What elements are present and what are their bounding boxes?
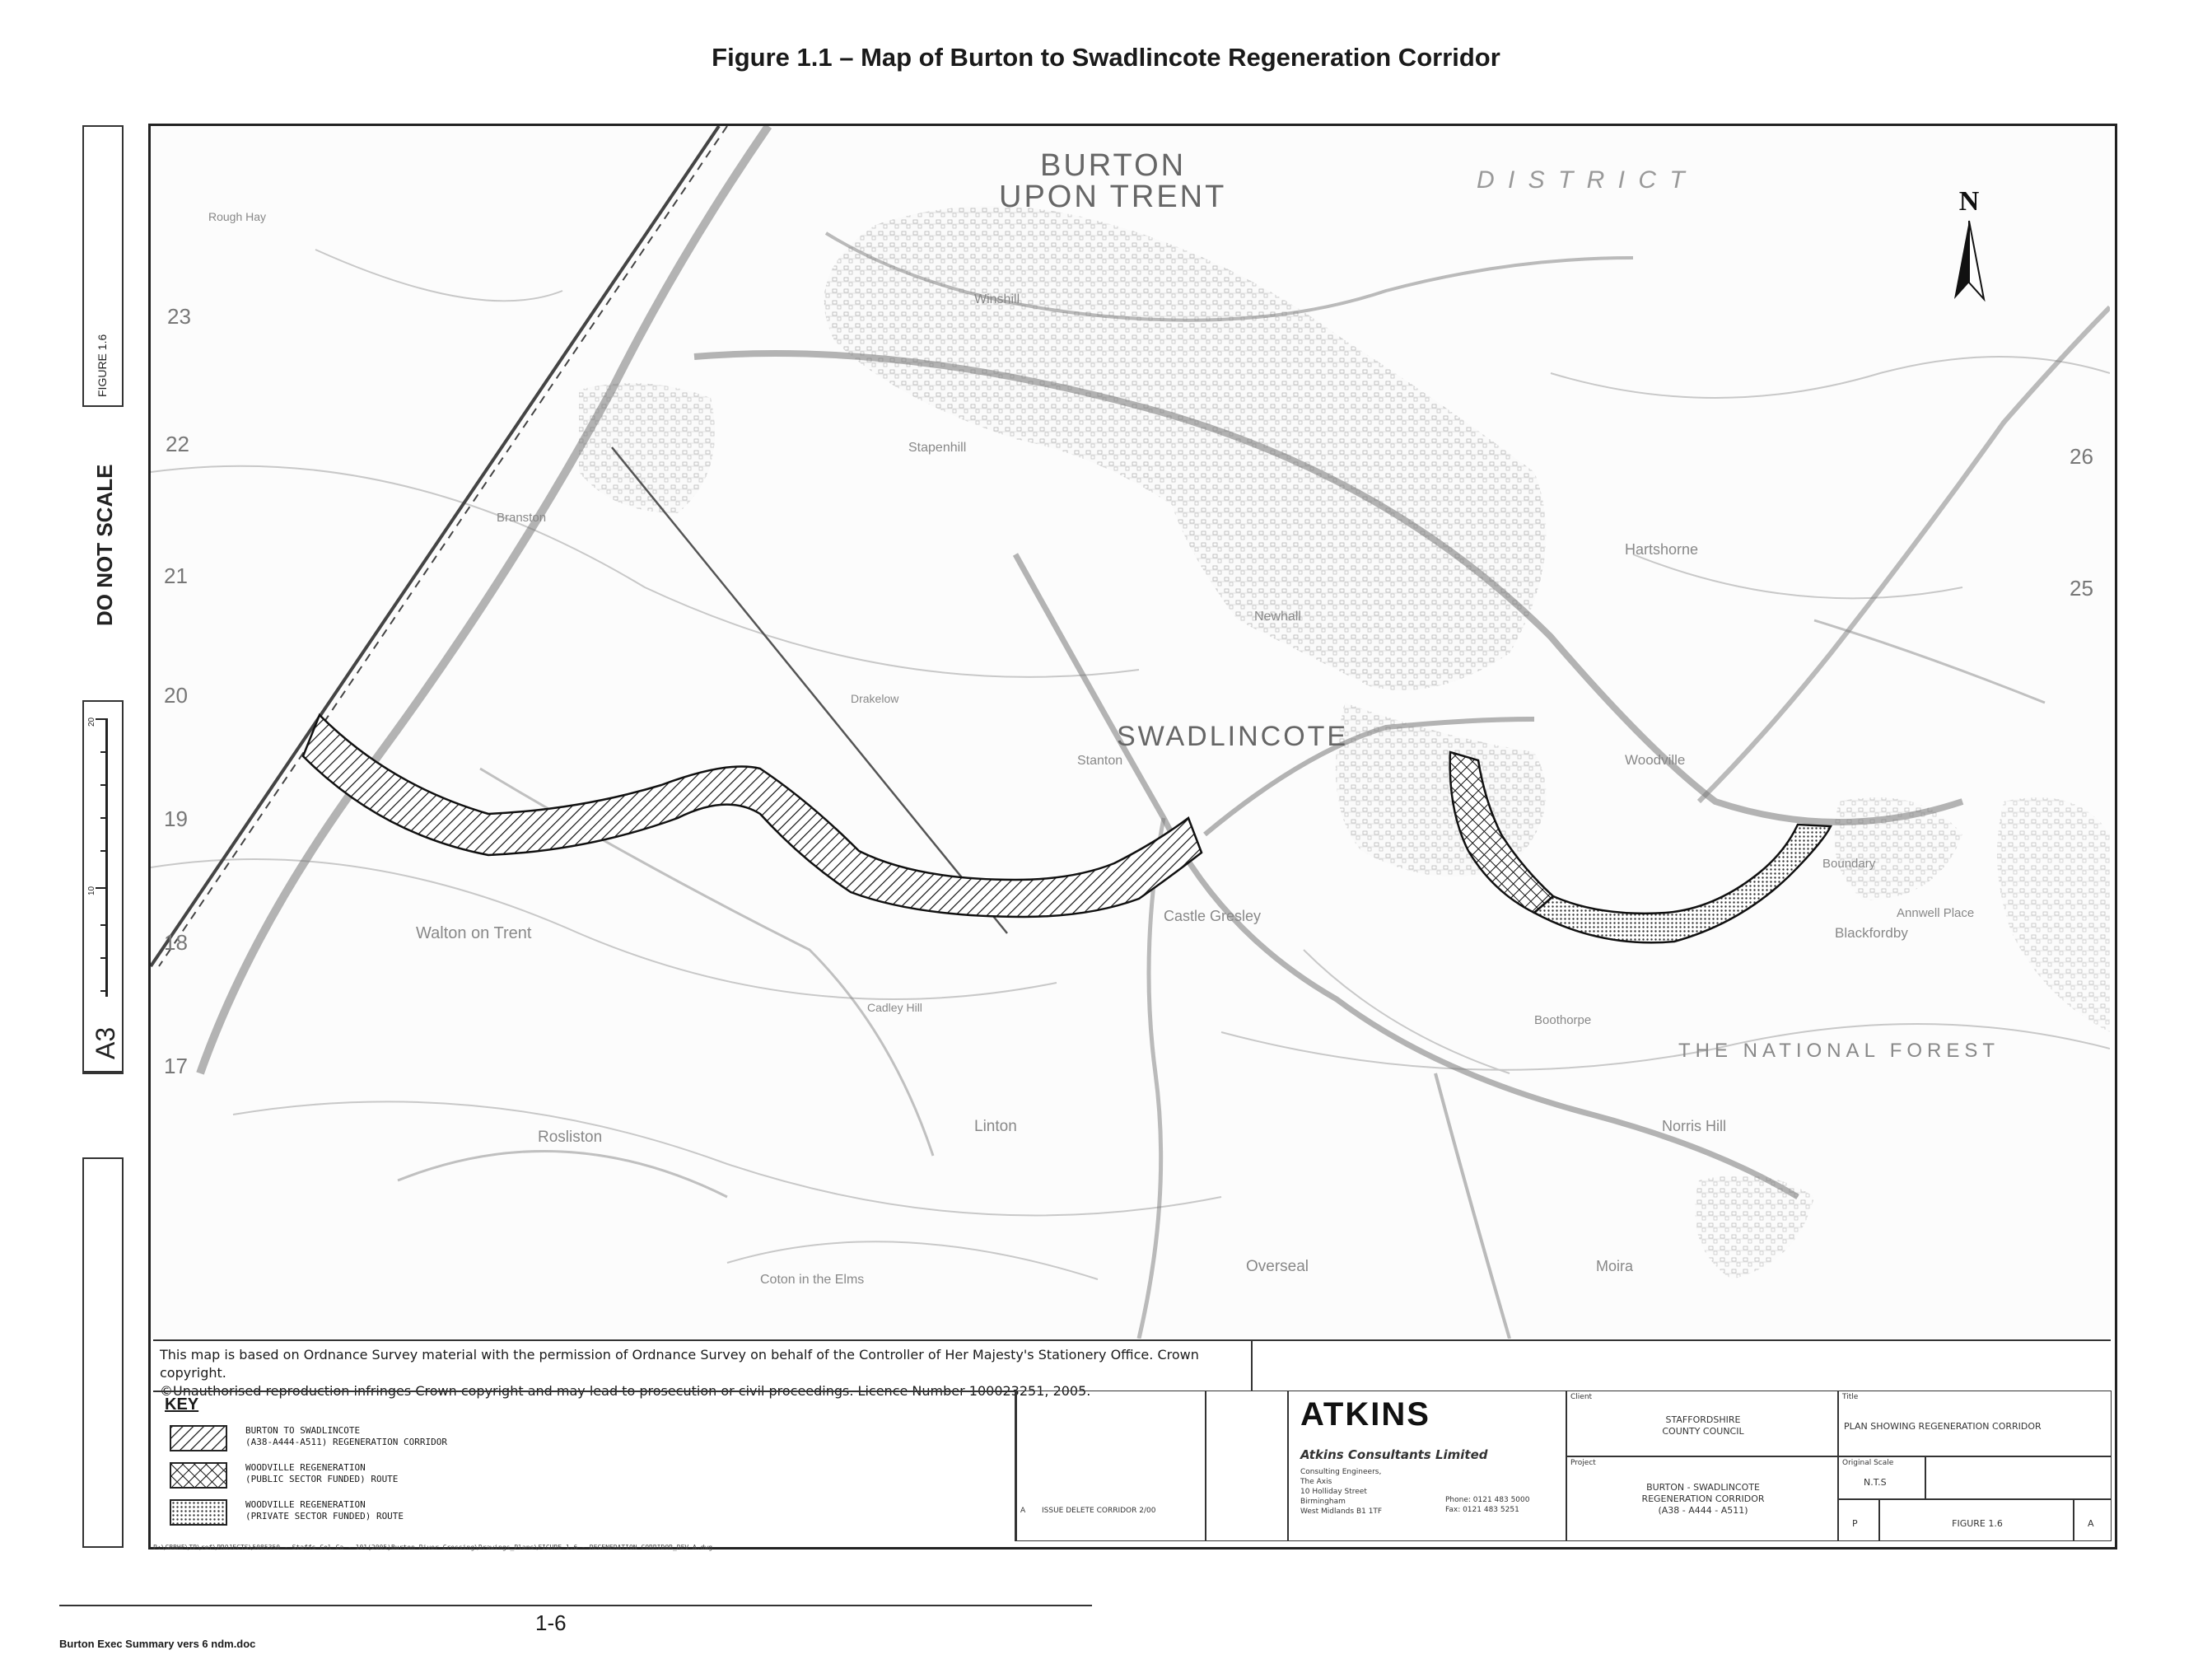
label-moira: Moira: [1596, 1258, 1634, 1274]
label-drakelow: Drakelow: [851, 692, 899, 705]
label-stapenhill: Stapenhill: [908, 441, 967, 455]
footer-rule: [59, 1605, 1092, 1606]
svg-text:19: 19: [164, 806, 188, 831]
label-annwell: Annwell Place: [1897, 906, 1975, 920]
label-upon-trent: UPON TRENT: [999, 180, 1227, 214]
svg-text:20: 20: [164, 683, 188, 708]
revision-cell: A: [2074, 1499, 2112, 1541]
key-item-corridor: BURTON TO SWADLINCOTE (A38-A444-A511) REGENERATION CORRIDOR: [170, 1425, 746, 1453]
copyright-notice: [153, 1341, 1253, 1399]
scale-cell: Original Scale N.T.S: [1838, 1456, 1925, 1499]
label-newhall: Newhall: [1254, 610, 1301, 624]
label-overseal: Overseal: [1246, 1258, 1309, 1275]
label-district: D I S T R I C T: [1477, 166, 1688, 194]
crosshatch-swatch: [170, 1462, 227, 1489]
page-number: 1-6: [535, 1610, 567, 1635]
strip-file-box: [82, 1157, 124, 1548]
label-woodville: Woodville: [1625, 752, 1686, 768]
paper-size-box: [82, 997, 124, 1073]
label-coton: Coton in the Elms: [760, 1273, 865, 1287]
label-swadlincote: SWADLINCOTE: [1117, 721, 1349, 752]
hatch-swatch: [170, 1425, 227, 1451]
do-not-scale: DO NOT SCALE: [92, 464, 117, 626]
label-walton: Walton on Trent: [416, 924, 532, 942]
paper-size: A3: [91, 1026, 120, 1059]
label-castle-gresley: Castle Gresley: [1164, 908, 1262, 924]
revision-cols: [1206, 1391, 1288, 1541]
label-rosliston: Rosliston: [538, 1129, 603, 1146]
label-branston: Branston: [497, 511, 547, 525]
north-label: N: [1958, 186, 1980, 217]
label-rough-hay: Rough Hay: [208, 210, 267, 223]
notice-line-1: This map is based on Ordnance Survey material with the permission of Ordnance Survey on behalf of the Controller of Her Majesty's Stationery Office. Crown copyright.: [160, 1347, 1199, 1381]
revision-block: A ISSUE DELETE CORRIDOR 2/00: [1016, 1391, 1206, 1541]
atkins-block: ATKINS Atkins Consultants Limited Consulting Engineers, The Axis 10 Holliday Street Birmingham West Midlands B1 1TF Phone: 0121 483 5000 Fax: 0121 483 5251: [1288, 1391, 1566, 1541]
date-cells: [1925, 1456, 2112, 1499]
client-block: Client STAFFORDSHIRE COUNTY COUNCIL: [1566, 1391, 1838, 1456]
label-boundary: Boundary: [1822, 857, 1876, 871]
drawing-number-cell: FIGURE 1.6: [1879, 1499, 2074, 1541]
map-area: [151, 126, 2110, 1339]
scale-bar-box: 20 10: [82, 700, 124, 1074]
key-item-public: WOODVILLE REGENERATION (PUBLIC SECTOR FUNDED) ROUTE: [170, 1462, 746, 1490]
map-key: [153, 1391, 1016, 1541]
label-hartshorne: Hartshorne: [1625, 541, 1699, 558]
label-boothorpe: Boothorpe: [1534, 1013, 1592, 1027]
label-blackfordby: Blackfordby: [1835, 925, 1908, 941]
label-norris-hill: Norris Hill: [1662, 1118, 1726, 1134]
svg-text:25: 25: [2070, 576, 2093, 601]
label-linton: Linton: [974, 1118, 1017, 1135]
svg-text:18: 18: [164, 930, 188, 955]
status-cell: P: [1838, 1499, 1879, 1541]
label-stanton: Stanton: [1077, 754, 1123, 768]
label-national-forest: THE NATIONAL FOREST: [1678, 1040, 2000, 1062]
key-title: KEY: [165, 1395, 199, 1414]
svg-text:22: 22: [166, 432, 189, 456]
label-winshill: Winshill: [974, 292, 1020, 306]
svg-text:23: 23: [167, 304, 191, 329]
label-cadley-hill: Cadley Hill: [867, 1001, 922, 1014]
svg-text:17: 17: [164, 1054, 188, 1078]
title-block: Title PLAN SHOWING REGENERATION CORRIDOR: [1838, 1391, 2112, 1456]
file-path: P:\GBBHF\TP\ref\PROJECTS\5085350 - Staffs Col Ca - 101(2005)Burton River Crossing\Drawings_Plans\FIGURE 1.6 - REGENERATION CORRIDOR_REV A.dwg: [153, 1544, 713, 1551]
notice-line-2: ©Unauthorised reproduction infringes Crown copyright and may lead to prosecution or civil proceedings. Licence Number 100023251, 2005.: [160, 1383, 1091, 1399]
label-burton: BURTON: [1040, 148, 1187, 183]
strip-figure-box: [82, 125, 124, 407]
dots-swatch: [170, 1499, 227, 1526]
svg-text:26: 26: [2070, 444, 2093, 469]
strip-figure-ref: FIGURE 1.6: [96, 334, 109, 397]
key-item-private: WOODVILLE REGENERATION (PRIVATE SECTOR FUNDED) ROUTE: [170, 1499, 746, 1527]
atkins-logo: ATKINS: [1300, 1396, 1430, 1433]
document-name: Burton Exec Summary vers 6 ndm.doc: [59, 1638, 256, 1650]
figure-title: Figure 1.1 – Map of Burton to Swadlincote Regeneration Corridor: [712, 43, 1500, 72]
project-block: Project BURTON - SWADLINCOTE REGENERATION CORRIDOR (A38 - A444 - A511): [1566, 1456, 1838, 1541]
drawing-title: PLAN SHOWING REGENERATION CORRIDOR: [1844, 1421, 2042, 1432]
svg-text:21: 21: [164, 563, 188, 588]
